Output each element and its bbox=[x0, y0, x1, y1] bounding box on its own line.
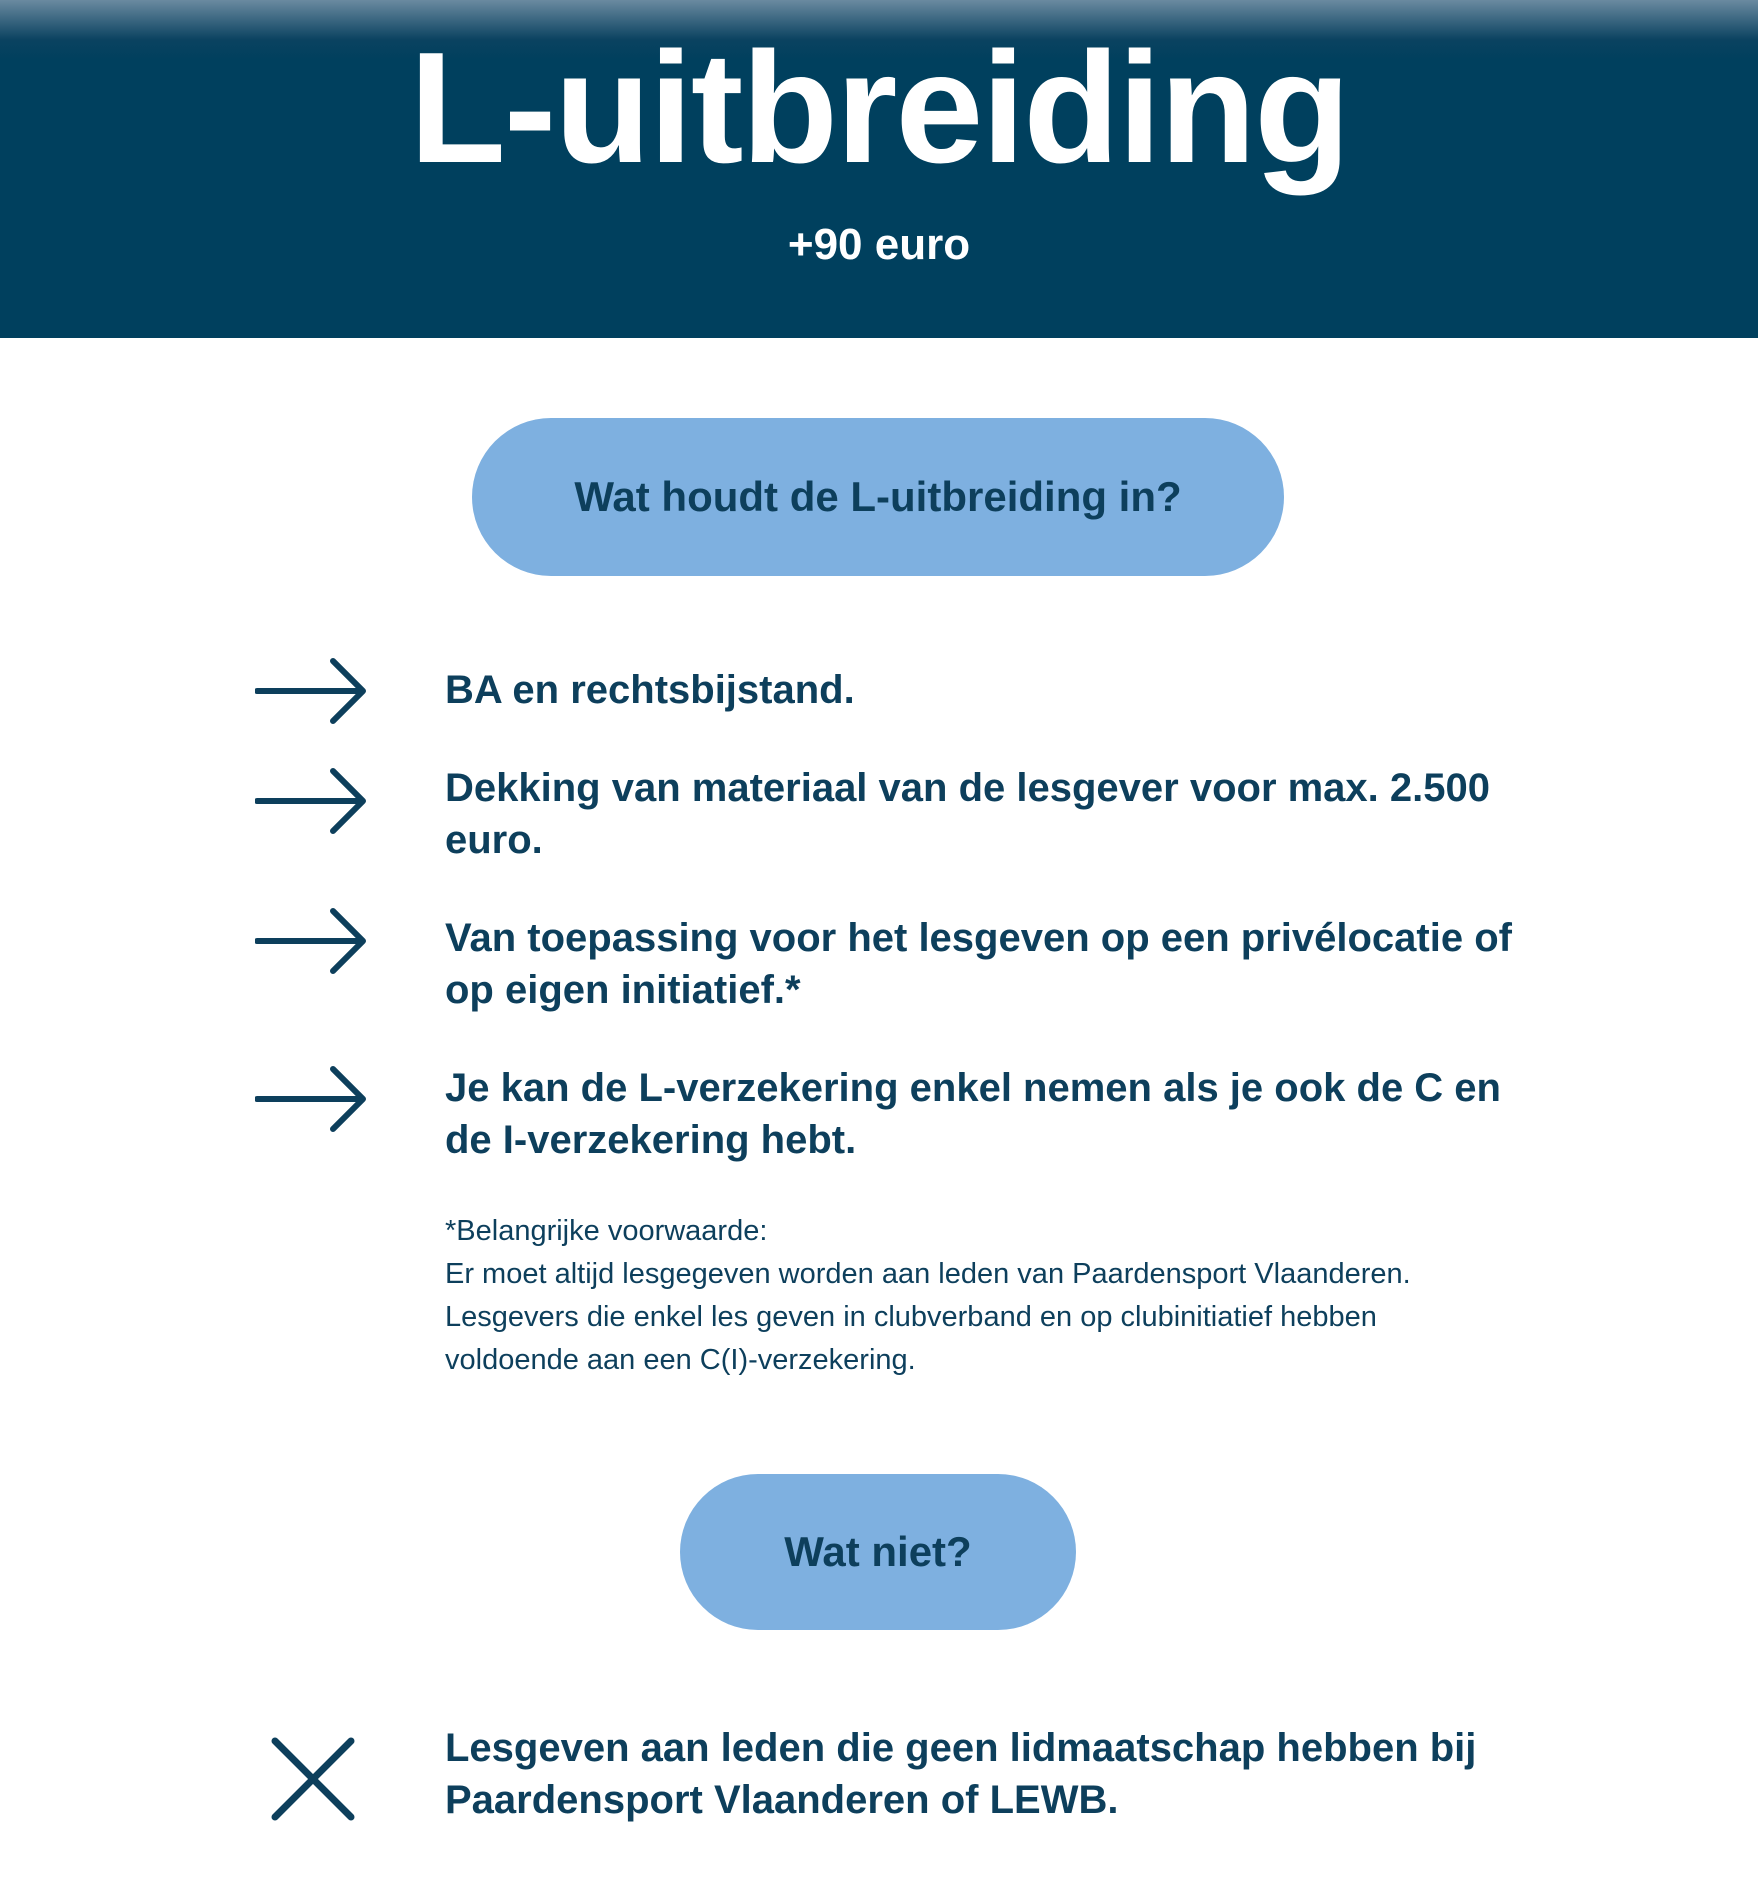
price-label: +90 euro bbox=[787, 220, 971, 269]
note-title: *Belangrijke voorwaarde: bbox=[445, 1215, 768, 1247]
included-item: Van toepassing voor het lesgeven op een privélocatie of op eigen initiatief.* bbox=[445, 916, 1512, 1012]
arrow-right-icon bbox=[255, 1066, 367, 1132]
important-note bbox=[445, 1210, 1445, 1382]
page-title: L-uitbreiding bbox=[409, 20, 1349, 196]
excluded-toggle-button[interactable]: Wat niet? bbox=[680, 1474, 1076, 1630]
note-body: Er moet altijd lesgegeven worden aan leden van Paardensport Vlaanderen. Lesgevers die enkel les geven in clubverband en op clubinitiatief hebben voldoende aan een C(I)-verzekering. bbox=[445, 1258, 1411, 1376]
arrow-right-icon bbox=[255, 908, 367, 974]
arrow-right-icon bbox=[255, 658, 367, 724]
included-item: Dekking van materiaal van de lesgever voor max. 2.500 euro. bbox=[445, 766, 1490, 862]
x-icon bbox=[270, 1736, 356, 1822]
included-item: Je kan de L-verzekering enkel nemen als je ook de C en de I-verzekering hebt. bbox=[445, 1066, 1501, 1162]
header-banner bbox=[0, 0, 1758, 338]
included-item: BA en rechtsbijstand. bbox=[445, 668, 855, 712]
included-toggle-button[interactable]: Wat houdt de L-uitbreiding in? bbox=[472, 418, 1284, 576]
arrow-right-icon bbox=[255, 768, 367, 834]
excluded-item: Lesgeven aan leden die geen lidmaatschap hebben bij Paardensport Vlaanderen of LEWB. bbox=[445, 1726, 1477, 1822]
